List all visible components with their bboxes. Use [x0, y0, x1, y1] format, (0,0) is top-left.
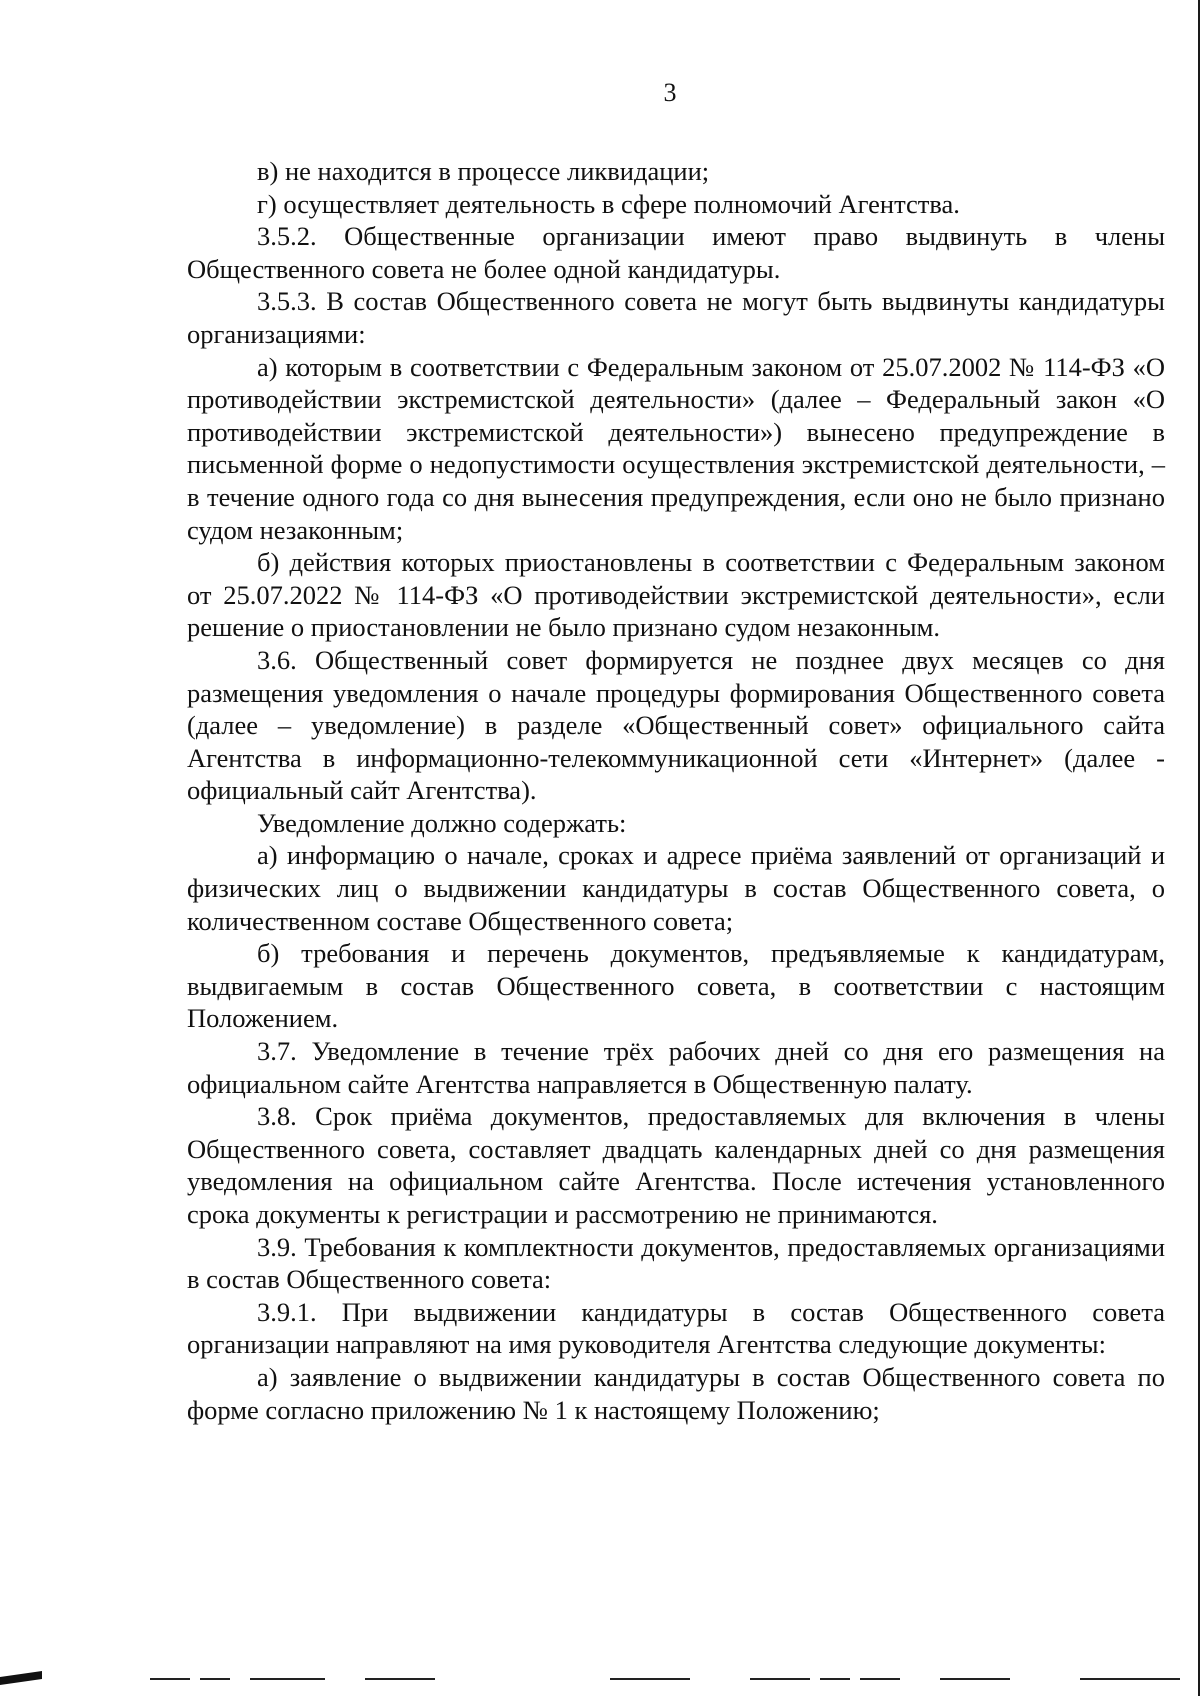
document-body [187, 155, 1165, 1426]
paragraph-notice-contents: Уведомление должно содержать: [257, 807, 627, 838]
page-number: 3 [663, 78, 677, 107]
paragraph-notice-b: б) требования и перечень документов, предъявляемые к кандидатурам, выдвигаемым в состав Общественного совета, в соответствии с настоящим Положением. [187, 938, 1165, 1034]
scan-dash [940, 1678, 1010, 1680]
paragraph-3-9-1-a: а) заявление о выдвижении кандидатуры в состав Общественного совета по форме согласно приложению № 1 к настоящему Положению; [187, 1361, 1165, 1425]
scan-dash [820, 1678, 850, 1680]
paragraph-3-7: 3.7. Уведомление в течение трёх рабочих дней со дня его размещения на официальном сайте Агентства направляется в Общественную палату. [187, 1036, 1165, 1099]
paragraph-3-9-1: 3.9.1. При выдвижении кандидатуры в состав Общественного совета организации направляют на имя руководителя Агентства следующие документы: [187, 1296, 1165, 1360]
paragraph-3-8: 3.8. Срок приёма документов, предоставляемых для включения в члены Общественного совета, составляет двадцать календарных дней со дня размещения уведомления на официальном сайте Агентства. После истечения установленного срока документы к регистрации и рассмотрению не принимаются. [187, 1101, 1165, 1229]
scan-edge-bottom [0, 1670, 1200, 1684]
scan-dash [1080, 1678, 1180, 1680]
scan-dash [200, 1678, 230, 1680]
paragraph-3-5-1-v: в) не находится в процессе ликвидации; [257, 156, 710, 186]
scan-dash [150, 1678, 190, 1680]
scan-dash [860, 1678, 900, 1680]
paragraph-3-9: 3.9. Требования к комплектности документов, предоставляемых организациями в состав Общественного совета: [187, 1231, 1165, 1295]
scan-dash [610, 1678, 690, 1680]
paragraph-notice-a: а) информацию о начале, сроках и адресе приёма заявлений от организаций и физических лиц о выдвижении кандидатуры в состав Общественного совета, о количественном составе Общественного совета; [187, 840, 1165, 936]
paragraph-3-5-3-b: б) действия которых приостановлены в соответствии с Федеральным законом от 25.07.2022 № 114-ФЗ «О противодействии экстремистской деятельности», если решение о приостановлении не было признано судом незаконным. [187, 547, 1165, 643]
paragraph-3-5-3: 3.5.3. В состав Общественного совета не могут быть выдвинуты кандидатуры организациями: [187, 286, 1165, 349]
paragraph-3-5-3-a: а) которым в соответствии с Федеральным законом от 25.07.2002 № 114-ФЗ «О противодействии экстремистской деятельности» (далее – Федеральный закон «О противодействии экстремистской деятельности») вынесено предупреждение в письменной форме о недопустимости осуществления экстремистской деятельности, – в течение одного года со дня вынесения предупреждения, если оно не было признано судом незаконным; [187, 351, 1165, 545]
scan-dash [250, 1678, 325, 1680]
paragraph-3-6: 3.6. Общественный совет формируется не позднее двух месяцев со дня размещения уведомления о начале процедуры формирования Общественного совета (далее – уведомление) в разделе «Общественный совет» официального сайта Агентства в информационно-телекоммуникационной сети «Интернет» (далее - официальный сайт Агентства). [187, 644, 1165, 806]
paragraph-3-5-2: 3.5.2. Общественные организации имеют право выдвинуть в члены Общественного совета не более одной кандидатуры. [187, 221, 1165, 284]
scan-dash [365, 1678, 435, 1680]
paragraph-3-5-1-g: г) осуществляет деятельность в сфере полномочий Агентства. [257, 188, 960, 219]
scan-dash [750, 1678, 810, 1680]
